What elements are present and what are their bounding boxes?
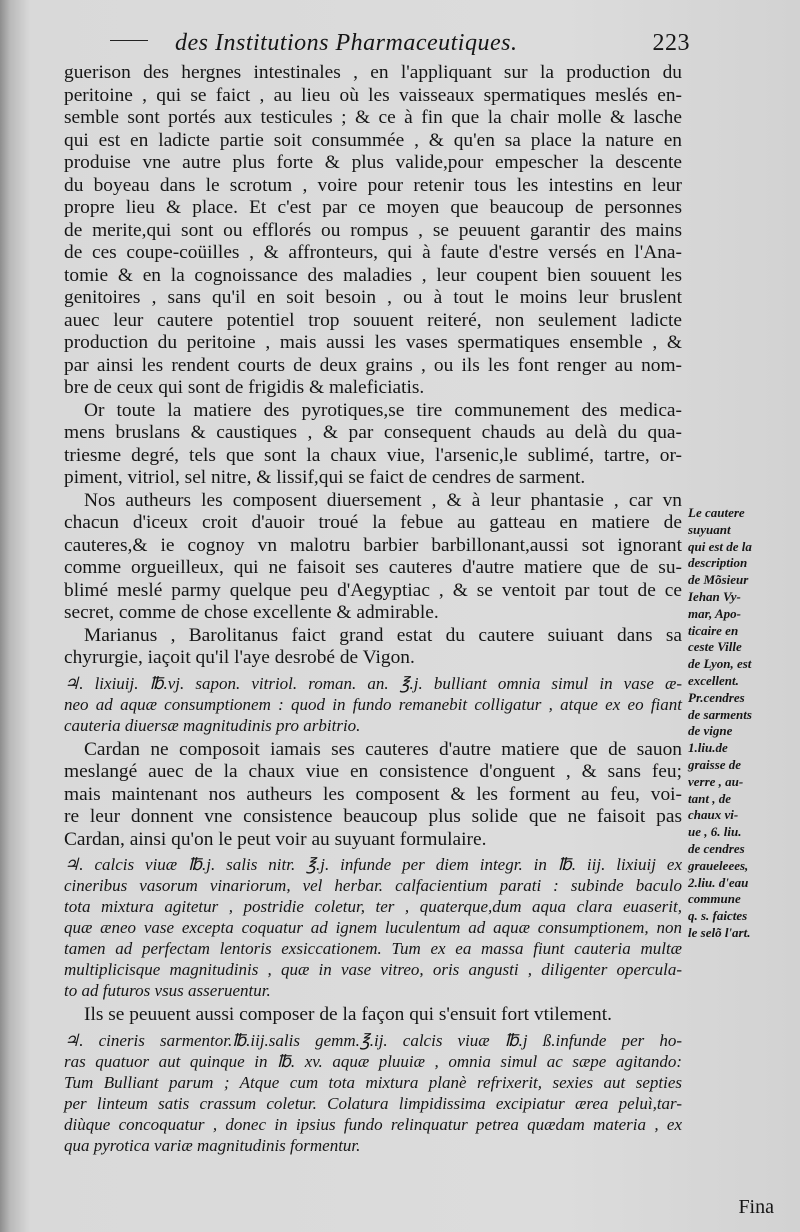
margin-note-line: ceste Ville	[688, 639, 742, 655]
text-line: diùque concoquatur , donec in ipsius fundo relinquatur petrea quædam materia , ex	[64, 1114, 682, 1134]
text-line: tamen ad perfectam lentoris exsiccationem. Tum ex ea massa fiunt cauteria multæ	[64, 939, 682, 958]
text-line: auec leur cautere potentiel trop souuent reiteré, non seulement ladicte	[64, 309, 682, 331]
margin-note-line: ue , 6. liu.	[688, 824, 742, 840]
margin-note-line: Pr.cendres	[688, 689, 745, 705]
text-line: ras quatuor aut quinque in ℔. xv. aquæ pluuiæ , omnia simul ac sæpe agitando:	[64, 1051, 682, 1071]
margin-note	[688, 505, 794, 942]
paragraph-block-1	[64, 62, 682, 670]
margin-note-line: 2.liu. d'eau	[688, 874, 749, 890]
text-line: produise vne autre plus forte & plus valide,pour empescher la descente	[64, 152, 682, 173]
text-line: semble sont portés aux testicules ; & ce à fin que la chair molle & lasche	[64, 107, 682, 128]
recipe-block-1	[64, 673, 682, 736]
text-line: production du peritoine , mais aussi les vases spermatiques ensemble , &	[64, 332, 682, 353]
margin-note-line: 1.liu.de	[688, 740, 728, 756]
margin-note-line: graueleees,	[688, 857, 749, 873]
text-line: chacun d'iceux croit d'auoir troué la febue au gatteau en matiere de	[64, 512, 682, 533]
text-line: Or toute la matiere des pyrotiques,se tire communement des medica-	[84, 399, 682, 421]
text-line: tomie & en la cognoissance des maladies , leur coupent bien souuent les	[64, 264, 682, 286]
text-line: peritoine , qui se faict , au lieu où les vaisseaux spermatiques meslés en-	[64, 84, 682, 106]
margin-note-line: commune	[688, 891, 741, 907]
margin-note-line: graisse de	[688, 756, 742, 772]
text-line: per linteum satis crassum coletur. Colatura limpidissima excipiatur ærea peluì,tar-	[64, 1093, 682, 1113]
text-line: qua pyrotica variæ magnitudinis formentur.	[64, 1135, 361, 1155]
header-title: des Institutions Pharmaceutiques.	[175, 30, 518, 56]
margin-note-line: excellent.	[688, 672, 739, 688]
margin-note-line: Iehan Vy-	[688, 588, 741, 604]
margin-note-line: mar, Apo-	[688, 605, 741, 621]
text-line: Nos autheurs les composent diuersement , & à leur phantasie , car vn	[84, 489, 682, 511]
text-line: neo ad aquæ consumptionem : quod in fundo remanebit colligatur , atque ex eo fiant	[64, 694, 682, 714]
text-line: Cardan, ainsi qu'on le peut voir au suyuant formulaire.	[64, 828, 487, 850]
margin-note-line: verre , au-	[688, 773, 744, 789]
margin-note-line: de sarments	[688, 706, 752, 722]
margin-note-line: suyuant	[688, 521, 731, 537]
recipe-block-2	[64, 854, 682, 1001]
text-line: ♃. cineris sarmentor.℔.iij.salis gemm.℥.ij. calcis viuæ ℔.j ß.infunde per ho-	[64, 1030, 682, 1050]
text-line: multiplicisque magnitudinis , quæ in vase vitreo, oris angusti , diligenter opercula-	[64, 960, 682, 979]
text-line: piment, vitriol, sel nitre, & lissif,qui se faict de cendres de sarment.	[64, 467, 586, 488]
catchword: Fina	[738, 1196, 774, 1218]
text-line: du boyeau dans le scrotum , voire pour retenir tous les intestins en leur	[64, 174, 682, 196]
margin-note-line: chaux vi-	[688, 807, 739, 823]
margin-note-line: de vigne	[688, 723, 733, 739]
margin-note-line: description	[688, 555, 748, 571]
running-header	[110, 30, 690, 64]
text-line: comme orgueilleux, qui ne faisoit ses cauteres d'autre matiere que de su-	[64, 557, 682, 578]
text-line: de ces coupe-coüilles , & affronteurs, qui à faute d'estre versés en l'Ana-	[64, 242, 682, 263]
text-line: cineribus vasorum vinariorum, vel herbar. calfacientium parati : subinde baculo	[64, 876, 682, 895]
header-rule	[110, 40, 148, 41]
margin-note-line: ticaire en	[688, 622, 739, 638]
paragraph-block-3	[64, 1004, 682, 1027]
text-line: Marianus , Barolitanus faict grand estat du cautere suiuant dans sa	[84, 624, 682, 646]
margin-note-line: q. s. faictes	[688, 908, 748, 924]
text-line: secret, comme de chose excellente & admirable.	[64, 602, 439, 623]
text-line: tota mixtura agitetur , postridie coletur, ter , quaterque,dum aqua clara euaserit,	[64, 897, 682, 916]
text-line: meslangé auec de la chaux viue en consistence d'onguent , & sans feu;	[64, 761, 682, 782]
text-line: Tum Bulliant parum ; Atque cum tota mixtura planè refrixerit, sexies aut septies	[64, 1072, 682, 1092]
margin-note-line: de Lyon, est	[688, 656, 752, 672]
text-line: guerison des hergnes intestinales , en l'appliquant sur la production du	[64, 62, 682, 83]
text-line: re leur donnent vne consistence beaucoup plus solide que ne faisoit pas	[64, 806, 682, 827]
main-text	[64, 62, 682, 1156]
margin-note-line: le selõ l'art.	[688, 924, 751, 940]
margin-note-line: tant , de	[688, 790, 731, 806]
text-line: quæ æneo vase excepta coquatur ad ignem luculentum ad aquæ consumptionem, non	[64, 918, 682, 937]
text-line: propre lieu & place. Et c'est par ce moyen que beaucoup de personnes	[64, 197, 682, 218]
recipe-block-3	[64, 1030, 682, 1156]
margin-note-line: qui est de la	[688, 538, 752, 554]
text-line: blimé meslé parmy quelque peu d'Aegyptiac , & se ventoit par tout de ce	[64, 579, 682, 601]
page-number: 223	[652, 30, 690, 56]
text-line: de merite,qui sont ou efflorés ou rompus , se peuuent garantir des mains	[64, 219, 682, 241]
margin-note-line: de Mõsieur	[688, 572, 749, 588]
text-line: triesme degré, tels que sont la chaux viue, l'arsenic,le sublimé, tartre, or-	[64, 444, 682, 466]
text-line: ♃. lixiuij. ℔.vj. sapon. vitriol. roman. an. ℥.j. bulliant omnia simul in vase æ-	[64, 673, 682, 693]
text-line: bre de ceux qui sont de frigidis & maleficiatis.	[64, 377, 425, 398]
text-line: chyrurgie, iaçoit qu'il l'aye desrobé de Vigon.	[64, 647, 415, 668]
text-line: Ils se peuuent aussi composer de la façon qui s'ensuit fort vtilement.	[84, 1004, 612, 1025]
text-line: qui est en ladicte partie soit consummée , & qu'en sa place la nature en	[64, 129, 682, 151]
text-line: mais maintenant nos autheurs les composent & les forment au feu, voi-	[64, 783, 682, 805]
text-line: cauteria diuersæ magnitudinis pro arbitrio.	[64, 715, 361, 735]
paragraph-block-2	[64, 739, 682, 852]
margin-note-line: de cendres	[688, 840, 745, 856]
text-line: to ad futuros vsus asseruentur.	[64, 981, 271, 1000]
text-line: genitoires , sans qu'il en soit besoin , ou à tout le moins leur bruslent	[64, 287, 682, 308]
text-line: par ainsi les rendent courts de deux grains , ou ils les font renger au nom-	[64, 354, 682, 376]
margin-note-line: Le cautere	[688, 505, 745, 520]
text-line: ♃. calcis viuæ ℔.j. salis nitr. ℥.j. infunde per diem integr. in ℔. iij. lixiuij ex	[64, 855, 682, 874]
text-line: mens bruslans & caustiques , & par consequent chauds au delà du qua-	[64, 422, 682, 443]
text-line: cauteres,& ie cognoy vn malotru barbier barbillonant,aussi sot ignorant	[64, 534, 682, 556]
text-line: Cardan ne composoit iamais ses cauteres d'autre matiere que de sauon	[84, 738, 682, 760]
